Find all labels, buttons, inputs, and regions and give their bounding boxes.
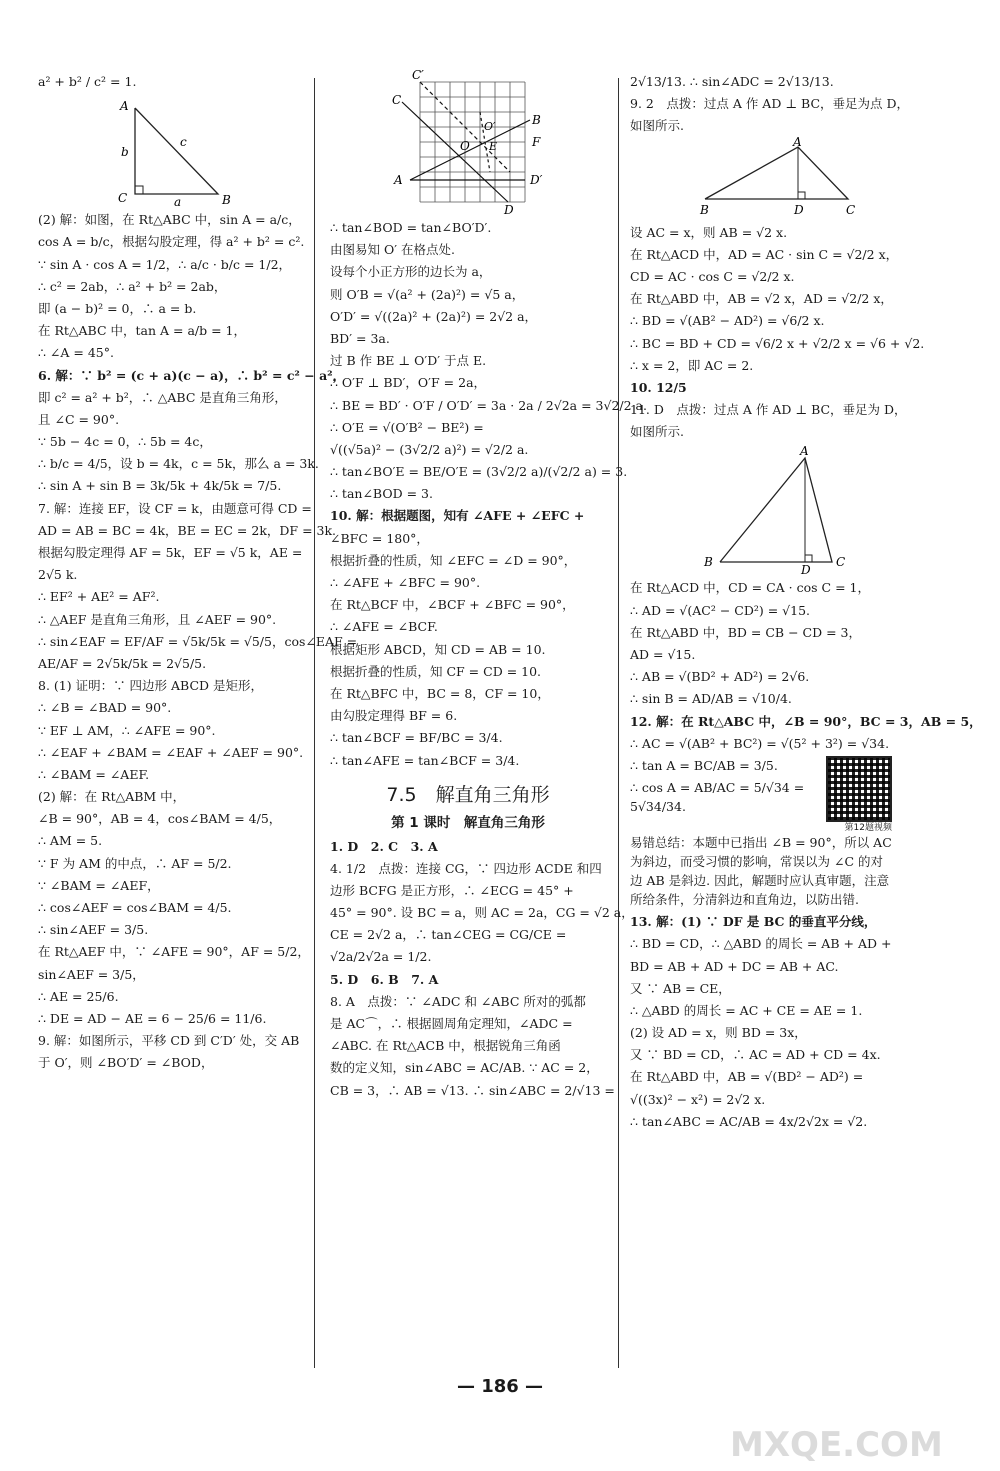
text-line: O′D′ = √((2a)² + (2a)²) = 2√2 a， bbox=[330, 308, 538, 324]
figure-triangle-9 bbox=[690, 134, 890, 219]
text-line: 1. D 2. C 3. A bbox=[330, 838, 438, 854]
text-line: ∴ BC = BD + CD = √6/2 x + √2/2 x = √6 + √2. bbox=[630, 335, 925, 351]
lesson-title: 第 1 课时 解直角三角形 bbox=[391, 814, 545, 831]
label-d-prime: D′ bbox=[530, 173, 543, 187]
text-line: 12. 解：在 Rt△ABC 中，∠B = 90°，BC = 3，AB = 5， bbox=[630, 713, 982, 729]
label-c: C bbox=[836, 555, 846, 570]
text-line: 根据折叠的性质，知 CF = CD = 10. bbox=[330, 663, 542, 679]
text-line: ∵ 5b − 4c = 0，∴ 5b = 4c， bbox=[38, 434, 212, 450]
text-line: 边形 BCFG 是正方形，∴ ∠ECG = 45° + bbox=[330, 882, 574, 898]
text-line: ∴ △AEF 是直角三角形，且 ∠AEF = 90°. bbox=[38, 611, 277, 627]
qr-caption: 第12题视频 bbox=[844, 822, 892, 833]
text-line: ∴ tan∠BCF = BF/BC = 3/4. bbox=[330, 730, 503, 746]
text-line: 如图所示. bbox=[630, 424, 684, 440]
text-line: 4. 1/2 点拨：连接 CG，∵ 四边形 ACDE 和四 bbox=[330, 860, 602, 876]
label-c: C bbox=[846, 202, 856, 217]
text-line: ∴ ∠AFE = ∠BCF. bbox=[330, 619, 438, 635]
label-side-c: c bbox=[180, 135, 187, 150]
text-line: ∴ EF² + AE² = AF². bbox=[38, 589, 160, 605]
text-line: 根据折叠的性质，知 ∠EFC = ∠D = 90°， bbox=[330, 552, 577, 568]
watermark-logo bbox=[720, 1392, 980, 1467]
text-line: √((3x)² − x²) = 2√2 x. bbox=[630, 1091, 766, 1107]
text-line: 如图所示. bbox=[630, 118, 684, 134]
label-a-point: A bbox=[120, 99, 129, 114]
label-a: A bbox=[793, 134, 802, 149]
text-line: ∵ EF ⊥ AM，∴ ∠AFE = 90°. bbox=[38, 722, 216, 738]
text-line: CD = AC · cos C = √2/2 x. bbox=[630, 268, 795, 284]
text-line: ∴ tan A = BC/AB = 3/5. bbox=[630, 757, 778, 773]
text-line: ∴ O′E = √(O′B² − BE²) = bbox=[330, 419, 484, 435]
text-line: 9. 解：如图所示，平移 CD 到 C′D′ 处，交 AB bbox=[38, 1033, 300, 1049]
text-line: ∴ sin A + sin B = 3k/5k + 4k/5k = 7/5. bbox=[38, 478, 282, 494]
text-line: 根据矩形 ABCD，知 CD = AB = 10. bbox=[330, 641, 546, 657]
text-line: √2a/2√2a = 1/2. bbox=[330, 949, 432, 965]
figure-right-triangle-abc bbox=[88, 94, 288, 210]
text-line: ∴ AB = √(BD² + AD²) = 2√6. bbox=[630, 669, 810, 685]
label-d: D bbox=[794, 202, 804, 217]
text-line: ∴ AD = √(AC² − CD²) = √15. bbox=[630, 602, 810, 618]
text-line: 7. 解：连接 EF，设 CF = k，由题意可得 CD = bbox=[38, 500, 312, 516]
label-b: B bbox=[532, 113, 541, 127]
text-line: ∴ c² = 2ab，∴ a² + b² = 2ab， bbox=[38, 278, 227, 294]
text-line: AD = AB = BC = 4k，BE = EC = 2k，DF = 3k. bbox=[38, 522, 337, 538]
text-line: 10. 12/5 bbox=[630, 379, 687, 395]
label-f: F bbox=[532, 135, 541, 149]
label-o-prime: O′ bbox=[484, 120, 496, 133]
column-divider bbox=[314, 78, 315, 1368]
text-line: 8. A 点拨：∵ ∠ADC 和 ∠ABC 所对的弧都 bbox=[330, 993, 586, 1009]
label-side-b: b bbox=[121, 145, 129, 160]
text-line: ∴ ∠BAM = ∠AEF. bbox=[38, 766, 150, 782]
text-line: ∵ sin A · cos A = 1/2，∴ a/c · b/c = 1/2， bbox=[38, 256, 292, 272]
column-left bbox=[38, 72, 358, 1076]
text-line: ∠ABC. 在 Rt△ACB 中，根据锐角三角函 bbox=[330, 1038, 561, 1054]
text-line: 由勾股定理得 BF = 6. bbox=[330, 708, 458, 724]
label-b-point: B bbox=[222, 193, 231, 208]
text-line: ∴ ∠B = ∠BAD = 90°. bbox=[38, 700, 172, 716]
text-line: ∴ cos A = AB/AC = 5/√34 = 5√34/34. bbox=[630, 780, 805, 815]
text-line: 设 AC = x，则 AB = √2 x. bbox=[630, 224, 788, 240]
label-a: A bbox=[394, 173, 403, 187]
text-line: 即 (a − b)² = 0，∴ a = b. bbox=[38, 300, 197, 316]
text-line: sin∠AEF = 3/5， bbox=[38, 966, 145, 982]
text-line: 11. D 点拨：过点 A 作 AD ⊥ BC，垂足为 D， bbox=[630, 402, 907, 418]
text-line: 在 Rt△ABC 中，tan A = a/b = 1， bbox=[38, 323, 246, 339]
watermark-text: MXQE.COM bbox=[730, 1425, 943, 1465]
text-line: 又 ∵ AB = CE， bbox=[630, 980, 731, 996]
label-o: O bbox=[460, 139, 470, 153]
text-line: ∴ △ABD 的周长 = AC + CE = AE = 1. bbox=[630, 1002, 863, 1018]
text-line: BD = AB + AD + DC = AB + AC. bbox=[630, 958, 839, 974]
text-line: ∴ tan∠BOD = tan∠BO′D′. bbox=[330, 220, 492, 235]
text-line: ∵ F 为 AM 的中点，∴ AF = 5/2. bbox=[38, 855, 232, 871]
column-middle bbox=[330, 68, 647, 1103]
error-summary: 易错总结：本题中已指出 ∠B = 90°，所以 AC 为斜边，而受习惯的影响，常误以为 ∠C 的对边 AB 是斜边. 因此，解题时应认真审题，注意所给条件，分清斜边和直角边，以防出错. bbox=[630, 834, 892, 907]
text-line: a² + b² / c² = 1. bbox=[38, 74, 137, 89]
text-line: √((√5a)² − (3√2/2 a)²) = √2/2 a. bbox=[330, 441, 529, 457]
text-line: 是 AC⌒，∴ 根据圆周角定理知，∠ADC = bbox=[330, 1016, 573, 1031]
section-title: 7.5 解直角三角形 bbox=[386, 783, 550, 806]
text-line: ∴ BD = √(AB² − AD²) = √6/2 x. bbox=[630, 313, 825, 329]
text-line: 6. 解：∵ b² = (c + a)(c − a)，∴ b² = c² − a²， bbox=[38, 367, 346, 383]
text-line: 9. 2 点拨：过点 A 作 AD ⊥ BC，垂足为点 D， bbox=[630, 96, 910, 112]
text-line: ∴ tan∠ABC = AC/AB = 4x/2√2x = √2. bbox=[630, 1113, 868, 1129]
text-line: 在 Rt△ABD 中，BD = CB − CD = 3， bbox=[630, 624, 861, 640]
label-a: A bbox=[800, 444, 809, 459]
text-line: 又 ∵ BD = CD，∴ AC = AD + CD = 4x. bbox=[630, 1047, 881, 1063]
column-divider bbox=[618, 78, 619, 1368]
label-c: C bbox=[392, 93, 402, 107]
text-line: 过 B 作 BE ⊥ O′D′ 于点 E. bbox=[330, 353, 487, 369]
label-side-a: a bbox=[174, 195, 182, 210]
text-line: 在 Rt△ACD 中，AD = AC · sin C = √2/2 x， bbox=[630, 246, 899, 262]
label-d: D bbox=[504, 203, 514, 217]
text-line: ∴ ∠A = 45°. bbox=[38, 345, 114, 361]
text-line: 2√13/13. ∴ sin∠ADC = 2√13/13. bbox=[630, 74, 834, 89]
text-line: ∴ x = 2，即 AC = 2. bbox=[630, 357, 754, 373]
text-line: 设每个小正方形的边长为 a， bbox=[330, 264, 492, 280]
text-line: cos A = b/c，根据勾股定理，得 a² + b² = c². bbox=[38, 234, 305, 250]
text-line: (2) 解：如图，在 Rt△ABC 中，sin A = a/c， bbox=[38, 212, 301, 228]
text-line: 在 Rt△BCF 中，∠BCF + ∠BFC = 90°， bbox=[330, 597, 575, 613]
text-line: ∴ cos∠AEF = cos∠BAM = 4/5. bbox=[38, 900, 232, 915]
text-line: 在 Rt△AEF 中，∵ ∠AFE = 90°，AF = 5/2， bbox=[38, 944, 310, 960]
label-e: E bbox=[489, 140, 498, 153]
text-line: 即 c² = a² + b²，∴ △ABC 是直角三角形， bbox=[38, 389, 287, 405]
text-line: ∵ ∠BAM = ∠AEF， bbox=[38, 877, 160, 893]
text-line: ∠BFC = 180°， bbox=[330, 530, 429, 546]
text-line: ∴ tan∠BOD = 3. bbox=[330, 486, 433, 502]
qr-code-icon[interactable] bbox=[826, 756, 892, 822]
text-line: 13. 解：(1) ∵ DF 是 BC 的垂直平分线， bbox=[630, 914, 877, 930]
text-line: ∴ AM = 5. bbox=[38, 833, 103, 849]
text-line: 且 ∠C = 90°. bbox=[38, 411, 120, 427]
text-line: 根据勾股定理得 AF = 5k，EF = √5 k，AE = bbox=[38, 545, 303, 560]
text-line: 45° = 90°. 设 BC = a，则 AC = 2a，CG = √2 a， bbox=[330, 905, 634, 921]
figure-grid-diagram bbox=[390, 68, 630, 217]
text-line: 在 Rt△ABD 中，AB = √2 x，AD = √2/2 x， bbox=[630, 291, 893, 307]
text-line: (2) 设 AD = x，则 BD = 3x， bbox=[630, 1025, 807, 1041]
label-d: D bbox=[801, 563, 811, 578]
text-line: CB = 3，∴ AB = √13. ∴ sin∠ABC = 2/√13 = bbox=[330, 1082, 615, 1098]
text-line: BD′ = 3a. bbox=[330, 330, 390, 346]
label-b: B bbox=[704, 555, 713, 570]
column-right bbox=[630, 72, 982, 1134]
text-line: 5. D 6. B 7. A bbox=[330, 971, 439, 987]
text-line: AE/AF = 2√5k/5k = 2√5/5. bbox=[38, 655, 207, 671]
text-line: ∴ tan∠AFE = tan∠BCF = 3/4. bbox=[330, 752, 520, 768]
text-line: 在 Rt△BFC 中，BC = 8，CF = 10， bbox=[330, 685, 550, 701]
text-line: 数的定义知，sin∠ABC = AC/AB. ∵ AC = 2， bbox=[330, 1060, 599, 1076]
text-line: 10. 解：根据题图，知有 ∠AFE + ∠EFC + bbox=[330, 508, 585, 524]
qr-block bbox=[630, 756, 892, 833]
label-c-prime: C′ bbox=[412, 68, 424, 82]
label-c-point: C bbox=[118, 191, 128, 206]
text-line: 在 Rt△ABD 中，AB = √(BD² − AD²) = bbox=[630, 1069, 864, 1085]
text-line: ∴ DE = AD − AE = 6 − 25/6 = 11/6. bbox=[38, 1010, 267, 1026]
figure-triangle-11 bbox=[700, 444, 900, 578]
text-line: ∴ AC = √(AB² + BC²) = √(5² + 3²) = √34. bbox=[630, 735, 890, 751]
text-line: ∴ O′F ⊥ BD′，O′F = 2a， bbox=[330, 375, 487, 391]
text-line: 由图易知 O′ 在格点处. bbox=[330, 242, 456, 258]
text-line: 则 O′B = √(a² + (2a)²) = √5 a， bbox=[330, 286, 525, 302]
text-line: (2) 解：在 Rt△ABM 中， bbox=[38, 789, 186, 805]
text-line: ∴ b/c = 4/5，设 b = 4k，c = 5k，那么 a = 3k. bbox=[38, 456, 319, 472]
text-line: ∴ sin∠AEF = 3/5. bbox=[38, 922, 149, 938]
text-line: 8. (1) 证明：∵ 四边形 ABCD 是矩形， bbox=[38, 678, 264, 694]
text-line: CE = 2√2 a，∴ tan∠CEG = CG/CE = bbox=[330, 927, 567, 943]
text-line: AD = √15. bbox=[630, 647, 696, 662]
text-line: ∴ ∠AFE + ∠BFC = 90°. bbox=[330, 575, 481, 590]
text-line: ∴ BE = BD′ · O′F / O′D′ = 3a · 2a / 2√2a = 3√2/2 a. bbox=[330, 397, 647, 413]
text-line: ∴ AE = 25/6. bbox=[38, 988, 119, 1004]
text-line: ∴ BD = CD，∴ △ABD 的周长 = AB + AD + bbox=[630, 936, 892, 952]
text-line: 2√5 k. bbox=[38, 567, 78, 583]
text-line: 于 O′，则 ∠BO′D′ = ∠BOD， bbox=[38, 1055, 214, 1071]
text-line: ∠B = 90°，AB = 4，cos∠BAM = 4/5， bbox=[38, 811, 282, 827]
text-line: ∴ ∠EAF + ∠BAM = ∠EAF + ∠AEF = 90°. bbox=[38, 744, 304, 760]
page-number: — 186 — bbox=[456, 1376, 544, 1397]
text-line: ∴ sin∠EAF = EF/AF = √5k/5k = √5/5，cos∠EAF = bbox=[38, 633, 358, 649]
text-line: ∴ sin B = AD/AB = √10/4. bbox=[630, 691, 792, 707]
text-line: ∴ tan∠BO′E = BE/O′E = (3√2/2 a)/(√2/2 a) = 3. bbox=[330, 464, 628, 480]
text-line: 在 Rt△ACD 中，CD = CA · cos C = 1， bbox=[630, 580, 870, 596]
label-b: B bbox=[700, 202, 709, 217]
